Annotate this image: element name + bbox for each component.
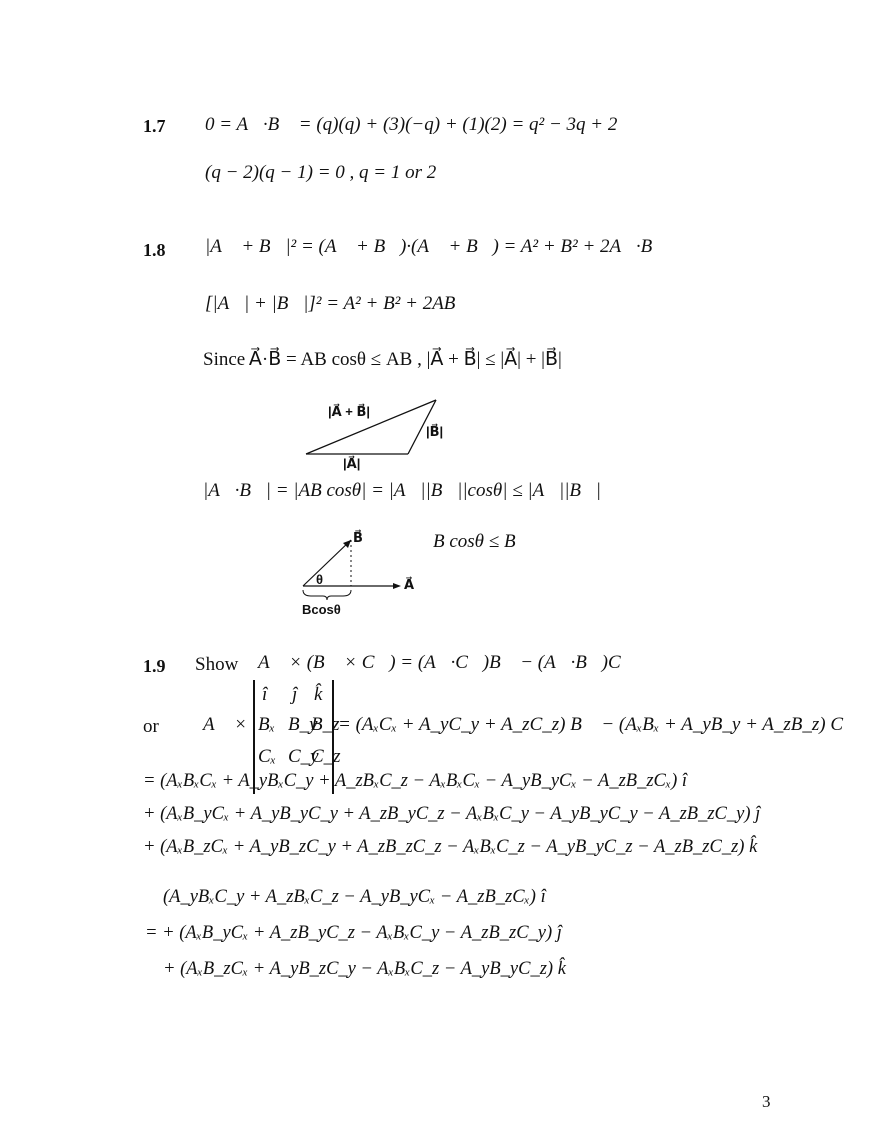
eq-1-8-line-1: |A⃗ + B⃗|² = (A⃗ + B⃗)·(A⃗ + B⃗) = A² + B² + 2A⃗·B⃗ bbox=[205, 236, 668, 257]
det-row-2-col-1: Bₓ bbox=[258, 714, 276, 735]
fig1-sum-label: |A⃗ + B⃗| bbox=[328, 404, 371, 419]
det-row-2-col-2: B_y bbox=[288, 714, 318, 735]
problem-label-1-8: 1.8 bbox=[143, 240, 166, 260]
det-row-1-col-2: ĵ bbox=[292, 684, 298, 705]
simplified-line-3: + (AₓB_zCₓ + A_yB_zC_y − AₓBₓC_z − A_yB_yC_z) k̂ bbox=[163, 959, 566, 979]
fig2-b-label: B⃗ bbox=[353, 530, 363, 545]
fig2-theta-label: θ bbox=[316, 572, 324, 587]
sum-vector-line bbox=[306, 400, 436, 454]
or-label: or bbox=[143, 716, 159, 737]
eq-1-8-line-5: B cosθ ≤ B bbox=[433, 531, 516, 552]
eq-1-8-line-3: Since A⃗·B⃗ = AB cosθ ≤ AB , |A⃗ + B⃗| ≤ |A⃗| + |B⃗| bbox=[203, 349, 562, 370]
det-row-3-col-3: C_z bbox=[311, 746, 341, 767]
det-prefix: A⃗ × bbox=[203, 714, 247, 735]
show-prefix: Show bbox=[195, 654, 239, 675]
det-row-1-col-3: k̂ bbox=[314, 684, 323, 705]
simplified-line-1: (A_yBₓC_y + A_zBₓC_z − A_yB_yCₓ − A_zB_zCₓ) î bbox=[163, 887, 546, 907]
fig1-a-label: |A⃗| bbox=[343, 456, 361, 471]
eq-1-8-line-4: |A⃗·B⃗| = |AB cosθ| = |A⃗||B⃗||cosθ| ≤ |A⃗||B⃗| bbox=[203, 480, 602, 501]
eq-1-8-line-2: [|A⃗| + |B⃗|]² = A² + B² + 2AB bbox=[205, 293, 456, 314]
det-rhs: = (AₓCₓ + A_yC_y + A_zC_z) B⃗ − (AₓBₓ + A_yB_y + A_zB_z) C⃗ bbox=[338, 714, 858, 735]
expand-line-1: = (AₓBₓCₓ + A_yBₓC_y + A_zBₓC_z − AₓBₓCₓ − A_yB_yCₓ − A_zB_zCₓ) î bbox=[143, 771, 688, 791]
a-arrowhead bbox=[393, 583, 401, 589]
eq-1-7-line-2: (q − 2)(q − 1) = 0 , q = 1 or 2 bbox=[205, 162, 437, 183]
det-row-3-col-2: C_y bbox=[288, 746, 319, 767]
projection-brace bbox=[303, 590, 351, 600]
simplified-line-2: = + (AₓB_yCₓ + A_zB_yC_z − AₓBₓC_y − A_zB_zC_y) ĵ bbox=[145, 923, 562, 943]
det-row-2-col-3: B_z bbox=[311, 714, 340, 735]
problem-label-1-7: 1.7 bbox=[143, 116, 166, 136]
expand-line-3: + (AₓB_zCₓ + A_yB_zC_y + A_zB_zC_z − AₓBₓC_z − A_yB_yC_z − A_zB_zC_z) k̂ bbox=[143, 837, 758, 857]
fig2-a-label: A⃗ bbox=[404, 577, 415, 592]
problem-label-1-9: 1.9 bbox=[143, 656, 166, 676]
show-equation: A⃗ × (B⃗ × C⃗) = (A⃗·C⃗)B⃗ − (A⃗·B⃗)C⃗ bbox=[258, 652, 636, 673]
eq-1-7-line-1: 0 = A⃗·B⃗ = (q)(q) + (3)(−q) + (1)(2) = q² − 3q + 2 bbox=[205, 114, 618, 135]
page-number: 3 bbox=[762, 1092, 771, 1111]
fig1-b-label: |B⃗| bbox=[426, 424, 444, 439]
det-row-3-col-1: Cₓ bbox=[258, 746, 277, 767]
fig2-projection-label: Bcosθ bbox=[302, 602, 341, 617]
expand-line-2: + (AₓB_yCₓ + A_yB_yC_y + A_zB_yC_z − AₓBₓC_y − A_yB_yC_y − A_zB_zC_y) ĵ bbox=[143, 804, 761, 824]
b-arrow-line bbox=[303, 540, 351, 586]
det-row-1-col-1: î bbox=[262, 684, 268, 705]
